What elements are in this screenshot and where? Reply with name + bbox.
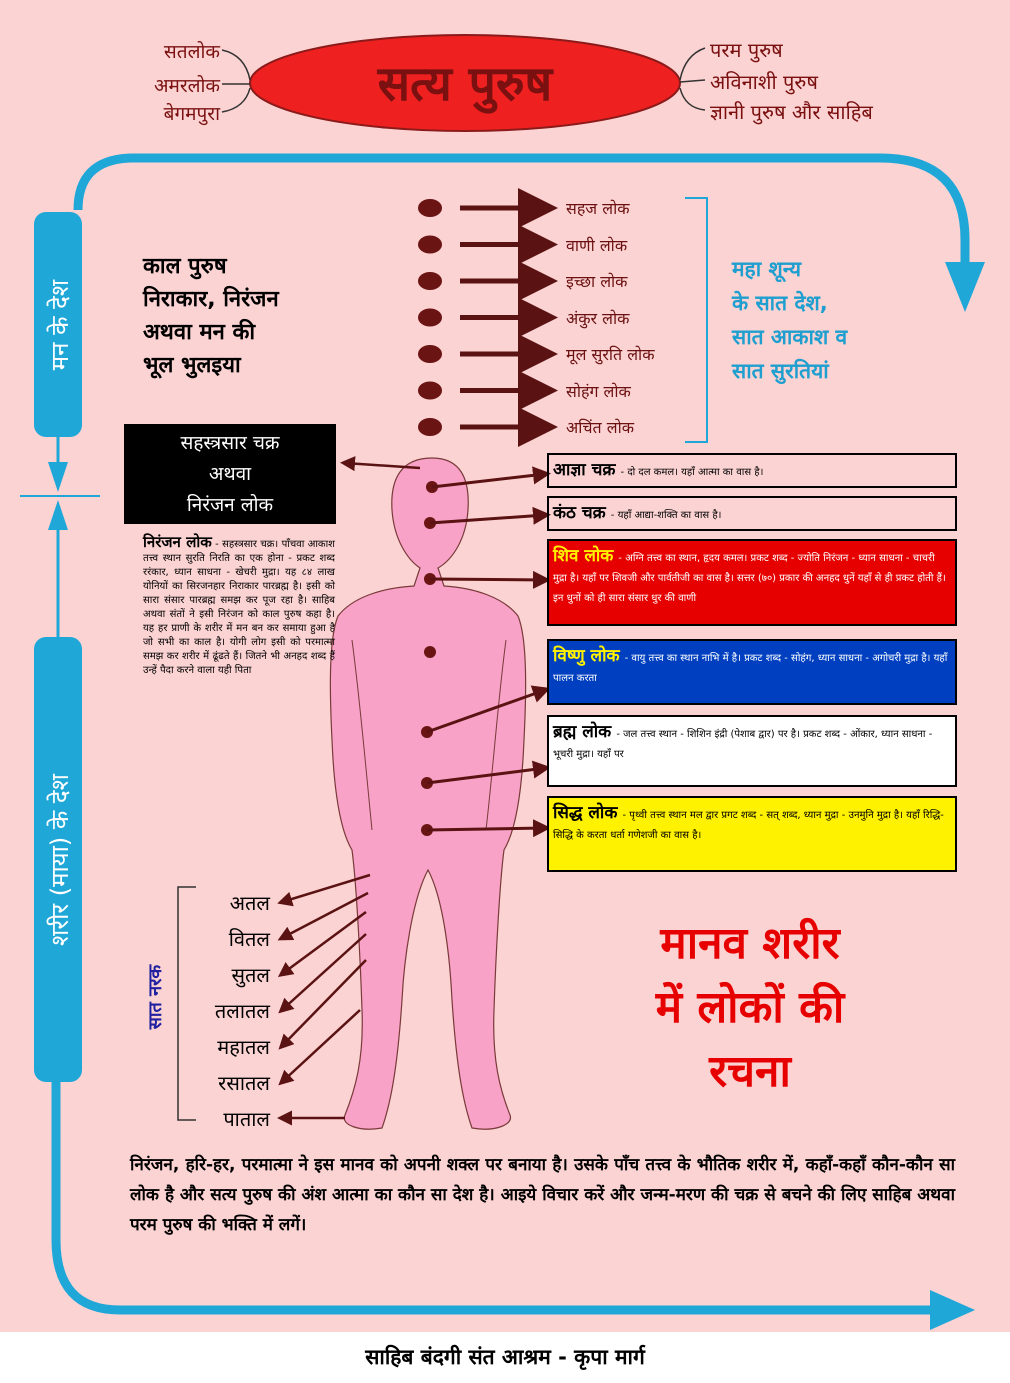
chakra-box-siddh (547, 796, 957, 872)
maha-line-3: सात आकाश व (732, 325, 848, 349)
chakra-box-shiv (547, 539, 957, 626)
chakra-title-kanth: कंठ चक्र (553, 503, 606, 523)
right-name-2: अविनाशी पुरुष (710, 70, 818, 94)
loka-dot (418, 309, 442, 327)
narak-arrow (282, 893, 368, 938)
maha-line-2: के सात देश, (732, 291, 828, 315)
chakra-text-shiv: - अग्नि तत्त्व का स्थान, हृदय कमल। प्रकट शब्द - ज्योति निरंजन - ध्यान साधना - चाचरी मुद्रा है। यहाँ पर शिवजी और पार्वतीजी का वास है। सत्तर (७०) प्रकार की अनहद धुनें यहाँ से ही प्रकट होती हैं। इन धुनों को ही सारा संसार धुर की वाणी (553, 553, 946, 604)
sahasrasar-line-2: अथवा (208, 463, 252, 485)
loka-label: मूल सुरति लोक (566, 345, 655, 364)
niranjan-description (143, 535, 335, 678)
left-name-1: सतलोक (163, 41, 220, 63)
narak-item: महातल (217, 1035, 270, 1059)
human-body (330, 458, 525, 1129)
loka-label: सोहंग लोक (566, 381, 631, 401)
big-title-line-1: मानव शरीर (660, 918, 840, 969)
chakra-text-kanth: - यहाँ आद्या-शक्ति का वास है। (610, 510, 722, 521)
side-label-top: मन के देश (46, 279, 74, 371)
kaal-line-1: काल पुरुष (143, 254, 227, 279)
narak-item: अतल (229, 891, 270, 915)
narak-arrow (282, 912, 366, 974)
right-name-3: ज्ञानी पुरुष और साहिब (710, 100, 873, 124)
chakra-box-agya (547, 453, 957, 488)
big-title-line-3: रचना (709, 1046, 791, 1097)
footer: साहिब बंदगी संत आश्रम - कृपा मार्ग (0, 1332, 1010, 1383)
big-title-line-2: में लोकों की (655, 982, 845, 1033)
kaal-line-3: अथवा मन की (143, 320, 256, 345)
narak-item: पाताल (223, 1107, 270, 1131)
side-label-bottom: शरीर (माया) के देश (46, 774, 74, 946)
narak-item: तलातल (214, 999, 270, 1023)
chakra-text-vishnu: - वायु तत्त्व का स्थान नाभि में है। प्रकट शब्द - सोहंग, ध्यान साधना - अगोचरी मुद्रा है। यहाँ पालन करता (553, 653, 948, 684)
bottom-cycle-arrowhead (930, 1290, 975, 1330)
loka-arrows (418, 199, 548, 436)
chakra-text-agya: - दो दल कमल। यहाँ आत्मा का वास है। (620, 467, 764, 478)
chakra-title-shiv: शिव लोक (553, 546, 614, 566)
narak-item: वितल (228, 927, 270, 951)
loka-label: वाणी लोक (566, 235, 628, 255)
chakra-box-kanth (547, 496, 957, 531)
chakra-text-siddh: - पृथ्वी तत्त्व स्थान मल द्वार प्रगट शब्द - सत् शब्द, ध्यान मुद्रा - उनमुनि मुद्रा है। यहाँ रिद्धि-सिद्धि के करता धर्ता गणेशजी का वास है। (553, 810, 944, 841)
narak-item: सुतल (231, 963, 270, 987)
left-name-3: बेगमपुरा (163, 103, 220, 125)
loka-dot (418, 382, 442, 400)
intro-paragraph: निरंजन, हरि-हर, परमात्मा ने इस मानव को अपनी शक्ल पर बनाया है। उसके पाँच तत्त्व के भौतिक शरीर में, कहाँ-कहाँ कौन-कौन सा लोक है और सत्य पुरुष की अंश आत्मा का कौन सा देश है। आइये विचार करें और जन्म-मरण की चक्र से बचने की लिए साहिब अथवा परम पुरुष की भक्ति में लगें। (130, 1155, 955, 1235)
loka-dot (418, 345, 442, 363)
loka-label: इच्छा लोक (566, 272, 628, 291)
sahasrasar-box (124, 424, 336, 524)
loka-label: सहज लोक (566, 199, 630, 218)
narak-label: सात नरक (145, 964, 166, 1030)
niranjan-desc-text: - सहस्त्रसार चक्र। पाँचवा आकाश तत्त्व स्थान सुरति निरति का एक होना - प्रकट शब्द ररंकार, ध्यान साधना - खेचरी मुद्रा। यह ८४ लाख योनियों का सिरजनहार निराकार पारब्रह्म है। इसी को सारा संसार पारब्रह्म समझ कर पूज रहा है। साहिब अथवा संतों ने इसी निरंजन को काल पुरुष कहा है। यह हर प्राणी के शरीर में मन बन कर समाया हुआ है जो सभी का काल है। योगी लोग इसी को परमात्मा समझ कर शरीर में ढूंढते हैं। जितने भी अनहद शब्द हैं उन्हें पैदा करने वाला यही पिता (143, 539, 335, 676)
maha-shunya-bracket (685, 198, 707, 442)
left-name-2: अमरलोक (153, 75, 220, 97)
maha-shunya-text (732, 252, 847, 388)
big-title (580, 912, 920, 1104)
chakra-title-siddh: सिद्ध लोक (553, 803, 618, 823)
satya-purush-title: सत्य पुरुष (377, 56, 553, 112)
loka-dot (418, 236, 442, 254)
loka-dot (418, 199, 442, 217)
loka-dot (418, 418, 442, 436)
right-name-1: परम पुरुष (710, 38, 783, 62)
chakra-title-agya: आज्ञा चक्र (553, 460, 616, 480)
kaal-line-4: भूल भुलइया (143, 353, 241, 378)
narak-arrow (282, 1010, 360, 1082)
loka-dot (418, 272, 442, 290)
chakra-title-brahma: ब्रह्म लोक (553, 722, 612, 742)
chakra-box-vishnu (547, 639, 957, 705)
narak-item: रसातल (218, 1071, 270, 1095)
maha-line-1: महा शून्य (732, 257, 802, 281)
maha-line-4: सात सुरतियां (732, 359, 829, 383)
kaal-line-2: निराकार, निरंजन (143, 287, 279, 312)
niranjan-desc-title: निरंजन लोक (143, 533, 212, 551)
loka-label: अंकुर लोक (566, 308, 630, 328)
sahasrasar-line-3: निरंजन लोक (186, 494, 274, 516)
chakra-text-brahma: - जल तत्त्व स्थान - शिशिन इंद्री (पेशाब द्वार) पर है। प्रकट शब्द - ओंकार, ध्यान साधना - भूचरी मुद्रा। यहाँ पर (553, 729, 933, 760)
top-cycle-arrowhead (945, 262, 985, 312)
chakra-box-brahma (547, 715, 957, 787)
chakra-title-vishnu: विष्णु लोक (553, 646, 620, 666)
sahasrasar-line-1: सहस्त्रसार चक्र (180, 432, 280, 454)
loka-label: अचिंत लोक (566, 418, 635, 437)
kaal-purush-text (143, 250, 279, 382)
